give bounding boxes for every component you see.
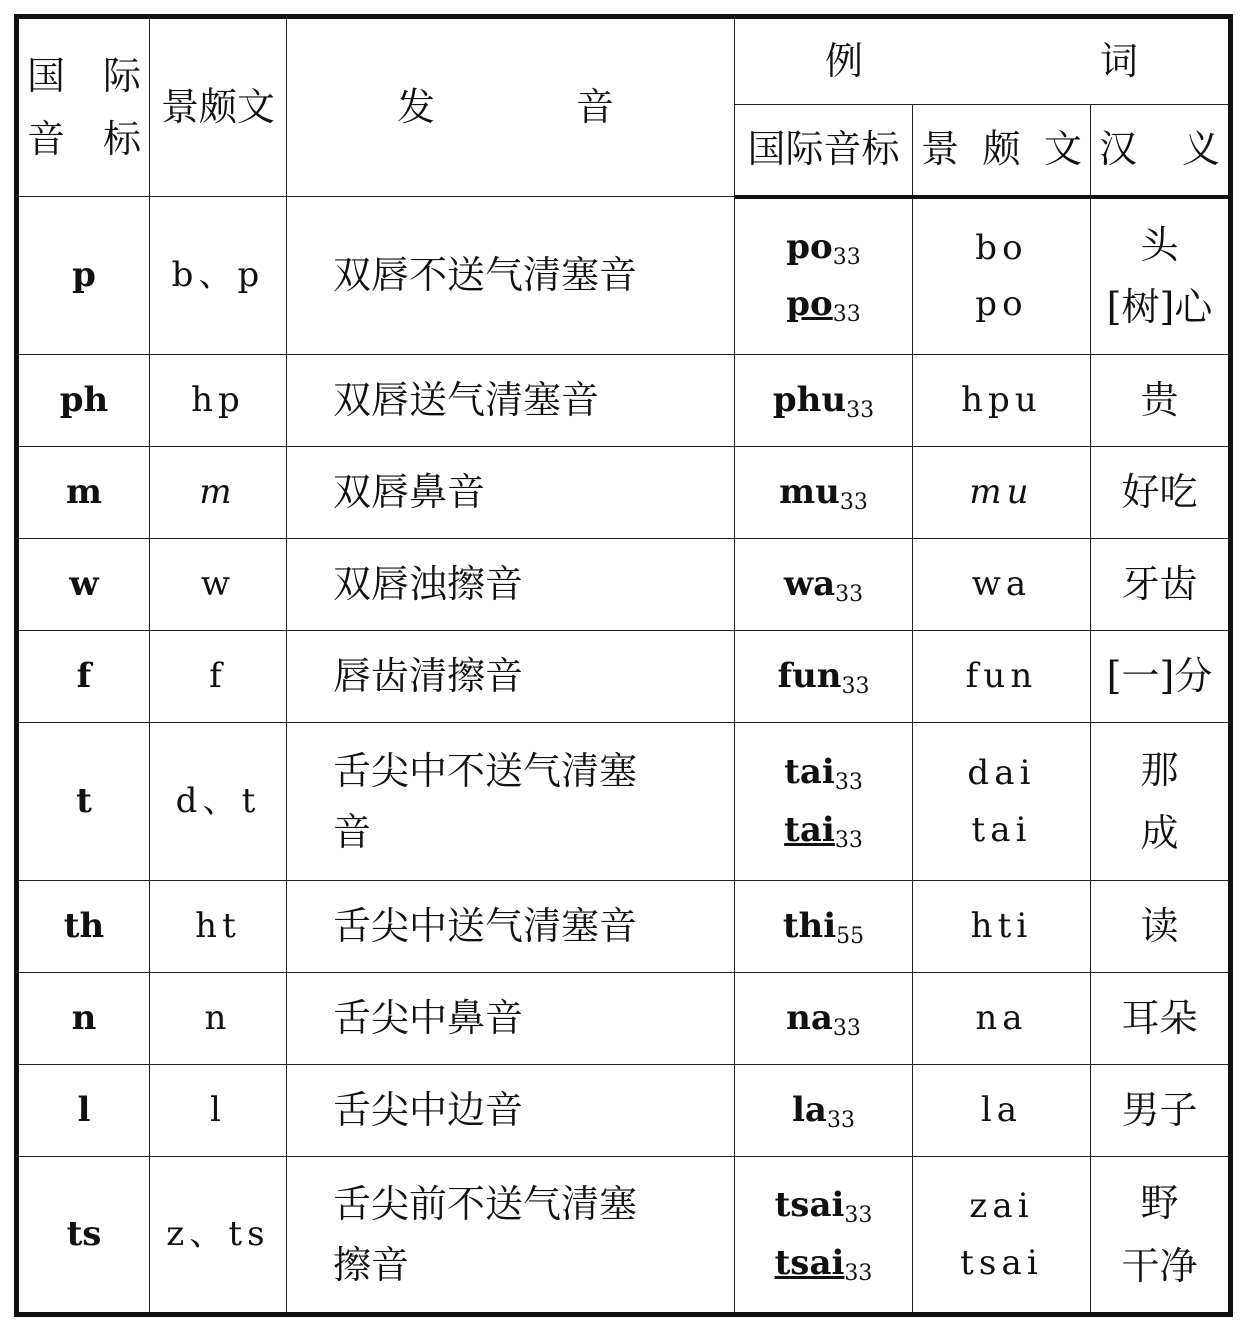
pronunciation-desc: 双唇不送气清塞音: [287, 197, 735, 355]
header-ipa: 国 际 音 标: [17, 17, 150, 197]
example-jingpo: bo po: [913, 197, 1091, 355]
jingpo-letter: z、ts: [150, 1157, 287, 1315]
example-meaning: 好吃: [1091, 447, 1231, 539]
example-jingpo: hti: [913, 881, 1091, 973]
jingpo-letter: b、p: [150, 197, 287, 355]
example-ipa: tsai$_{33}$ tsai$_{33}$: [735, 1157, 913, 1315]
example-meaning: [一]分: [1091, 631, 1231, 723]
ipa-symbol: th: [17, 881, 150, 973]
ipa-symbol: ts: [17, 1157, 150, 1315]
table-row: [17, 723, 1231, 881]
example-jingpo: hpu: [913, 355, 1091, 447]
example-meaning: 贵: [1091, 355, 1231, 447]
ipa-symbol: t: [17, 723, 150, 881]
table-row: [17, 197, 1231, 355]
table-row: [17, 973, 1231, 1065]
jingpo-letter: ht: [150, 881, 287, 973]
header-example-jingpo: 景 颇 文: [913, 105, 1091, 197]
example-ipa: $mu_{33}$: [735, 447, 913, 539]
header-examples: 例 词: [735, 17, 1231, 105]
example-ipa: phu$_{33}$: [735, 355, 913, 447]
example-meaning: 头 [树]心: [1091, 197, 1231, 355]
example-meaning: 读: [1091, 881, 1231, 973]
table-row: [17, 631, 1231, 723]
jingpo-letter: w: [150, 539, 287, 631]
pronunciation-desc: 舌尖中送气清塞音: [287, 881, 735, 973]
table-row: [17, 447, 1231, 539]
example-jingpo: dai tai: [913, 723, 1091, 881]
jingpo-letter: m: [150, 447, 287, 539]
example-meaning: 野 干净: [1091, 1157, 1231, 1315]
header-jingpo: 景颇文: [150, 17, 287, 197]
header-example-ipa: 国际音标: [735, 105, 913, 197]
example-jingpo: na: [913, 973, 1091, 1065]
example-jingpo: wa: [913, 539, 1091, 631]
example-jingpo: fun: [913, 631, 1091, 723]
example-ipa: $na_{33}$: [735, 973, 913, 1065]
table-row: [17, 881, 1231, 973]
example-meaning: 男子: [1091, 1065, 1231, 1157]
jingpo-letter: f: [150, 631, 287, 723]
ipa-symbol: f: [17, 631, 150, 723]
ipa-symbol: m: [17, 447, 150, 539]
pronunciation-desc: 唇齿清擦音: [287, 631, 735, 723]
header-example-meaning: 汉 义: [1091, 105, 1231, 197]
table-row: [17, 1065, 1231, 1157]
table-row: [17, 1157, 1231, 1315]
pronunciation-desc: 双唇鼻音: [287, 447, 735, 539]
jingpo-letter: l: [150, 1065, 287, 1157]
header-pronunciation: 发 音: [287, 17, 735, 197]
ipa-symbol: w: [17, 539, 150, 631]
ipa-symbol: l: [17, 1065, 150, 1157]
example-ipa: $la_{33}$: [735, 1065, 913, 1157]
pronunciation-desc: 舌尖中边音: [287, 1065, 735, 1157]
example-meaning: 牙齿: [1091, 539, 1231, 631]
ipa-symbol: ph: [17, 355, 150, 447]
jingpo-letter: d、t: [150, 723, 287, 881]
table-row: [17, 539, 1231, 631]
example-meaning: 那 成: [1091, 723, 1231, 881]
pronunciation-desc: 舌尖中鼻音: [287, 973, 735, 1065]
example-ipa: thi$_{55}$: [735, 881, 913, 973]
ipa-symbol: p: [17, 197, 150, 355]
example-ipa: fun$_{33}$: [735, 631, 913, 723]
example-ipa: $po_{33}$ $po_{33}$: [735, 197, 913, 355]
pronunciation-desc: 双唇浊擦音: [287, 539, 735, 631]
example-jingpo: zai tsai: [913, 1157, 1091, 1315]
jingpo-letter: n: [150, 973, 287, 1065]
jingpo-letter: hp: [150, 355, 287, 447]
consonant-table: [14, 14, 1233, 1317]
example-jingpo: la: [913, 1065, 1091, 1157]
example-meaning: 耳朵: [1091, 973, 1231, 1065]
example-jingpo: mu: [913, 447, 1091, 539]
pronunciation-desc: 双唇送气清塞音: [287, 355, 735, 447]
pronunciation-desc: 舌尖中不送气清塞 音: [287, 723, 735, 881]
pronunciation-desc: 舌尖前不送气清塞 擦音: [287, 1157, 735, 1315]
example-ipa: $wa_{33}$: [735, 539, 913, 631]
example-ipa: tai$_{33}$ tai$_{33}$: [735, 723, 913, 881]
table-row: [17, 355, 1231, 447]
ipa-symbol: n: [17, 973, 150, 1065]
